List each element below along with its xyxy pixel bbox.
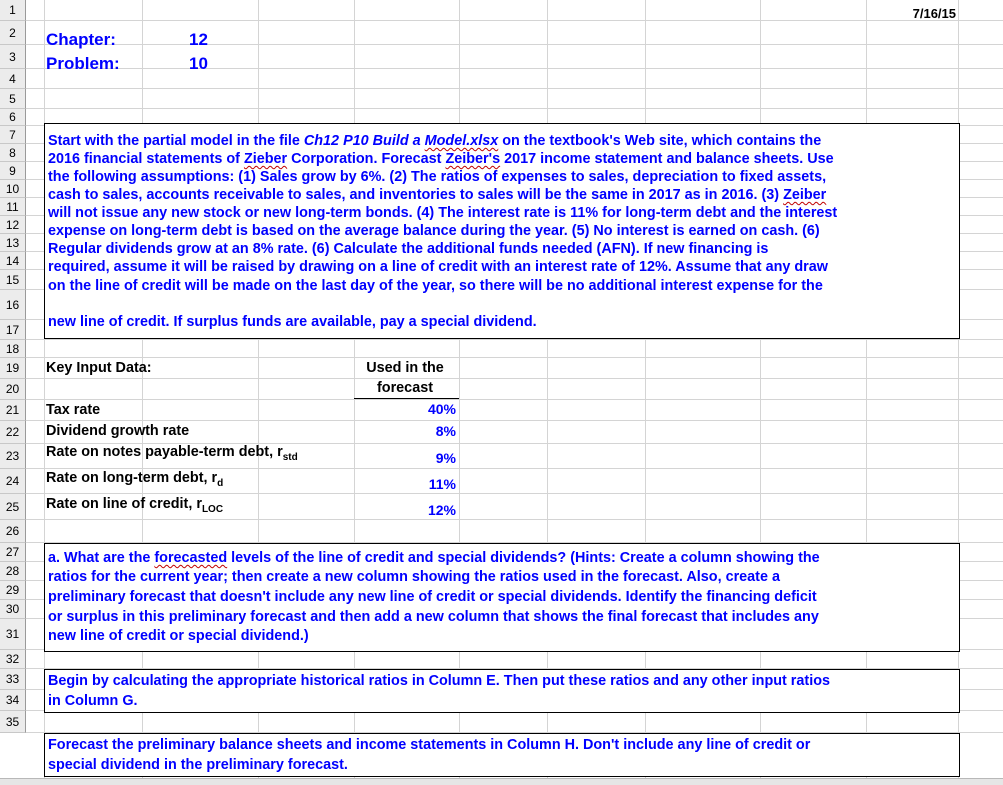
instruction-2-line-2: special dividend in the preliminary forecast.: [48, 757, 348, 773]
input-label-dividend-growth: Dividend growth rate: [46, 423, 190, 439]
row-gridline: [26, 357, 1003, 358]
row-header[interactable]: 8: [0, 144, 26, 162]
row-header[interactable]: 3: [0, 45, 26, 69]
row-header[interactable]: 20: [0, 379, 26, 400]
intro-line-1: Start with the partial model in the file Ch12 P10 Build a Model.xlsx on the textbook's Web site, which contains the: [48, 133, 822, 149]
row-header[interactable]: 32: [0, 650, 26, 669]
intro-line-3: the following assumptions: (1) Sales grow by 6%. (2) The ratios of expenses to sales, depreciation to fixed assets,: [48, 169, 827, 185]
intro-line-2: 2016 financial statements of Zieber Corporation. Forecast Zeiber's 2017 income statement and balance sheets. Use: [48, 151, 834, 167]
row-header[interactable]: 2: [0, 21, 26, 45]
row-header[interactable]: 5: [0, 89, 26, 109]
question-a-line-3: preliminary forecast that doesn't include any new line of credit or special dividends. Identify the financing deficit: [48, 589, 817, 605]
row-header[interactable]: 23: [0, 444, 26, 469]
row-gridline: [26, 420, 1003, 421]
row-header[interactable]: 21: [0, 400, 26, 421]
input-value-loc-rate[interactable]: 12%: [427, 502, 456, 518]
row-header[interactable]: 29: [0, 581, 26, 600]
row-header[interactable]: 19: [0, 358, 26, 379]
forecast-header-1: Used in the: [366, 360, 444, 376]
row-header[interactable]: 35: [0, 711, 26, 733]
intro-line-10: new line of credit. If surplus funds are available, pay a special dividend.: [48, 314, 537, 330]
input-label-loc-rate: Rate on line of credit, $r_{LOC}$: [46, 496, 224, 515]
intro-line-7: Regular dividends grow at an 8% rate. (6) Calculate the additional funds needed (AFN). If new financing is: [48, 241, 769, 257]
input-label-notes-payable-rate: Rate on notes payable-term debt, $r_{std}$: [46, 444, 298, 463]
row-header[interactable]: 7: [0, 126, 26, 144]
question-a-line-5: new line of credit or special dividend.): [48, 628, 309, 644]
column-gridline: [547, 0, 548, 778]
row-gridline: [26, 339, 1003, 340]
row-gridline: [26, 493, 1003, 494]
row-header[interactable]: 26: [0, 520, 26, 543]
row-header[interactable]: 18: [0, 340, 26, 358]
row-header[interactable]: 14: [0, 252, 26, 270]
chapter-label: Chapter:: [46, 30, 116, 49]
row-header[interactable]: 17: [0, 320, 26, 340]
column-gridline: [459, 0, 460, 778]
column-gridline: [258, 0, 259, 778]
row-gridline: [26, 20, 1003, 21]
column-gridline: [958, 0, 959, 778]
column-gridline: [645, 0, 646, 778]
row-gridline: [26, 44, 1003, 45]
row-header[interactable]: 9: [0, 162, 26, 180]
row-header[interactable]: 1: [0, 0, 26, 21]
column-gridline: [142, 0, 143, 778]
problem-value[interactable]: 10: [189, 54, 208, 73]
chapter-value[interactable]: 12: [189, 30, 208, 49]
row-header[interactable]: 15: [0, 270, 26, 290]
row-header[interactable]: 16: [0, 290, 26, 320]
key-input-title: Key Input Data:: [46, 360, 152, 376]
intro-line-8: required, assume it will be raised by drawing on a line of credit with an interest rate of 12%. Assume that any draw: [48, 259, 828, 275]
instruction-1-line-2: in Column G.: [48, 693, 138, 709]
row-gridline: [26, 108, 1003, 109]
row-header[interactable]: 31: [0, 619, 26, 650]
row-header[interactable]: 13: [0, 234, 26, 252]
row-gridline: [26, 88, 1003, 89]
row-header[interactable]: 22: [0, 421, 26, 444]
intro-line-6: expense on long-term debt is based on the average balance during the year. (5) No interest is earned on cash. (6): [48, 223, 820, 239]
input-value-notes-payable-rate[interactable]: 9%: [435, 450, 456, 466]
intro-line-9: on the line of credit will be made on the last day of the year, so there will be no additional interest expense for the: [48, 278, 823, 294]
row-header[interactable]: 11: [0, 198, 26, 216]
input-value-long-term-rate[interactable]: 11%: [428, 476, 456, 492]
row-gridline: [26, 378, 1003, 379]
question-a-line-1: a. What are the forecasted levels of the line of credit and special dividends? (Hints: Create a column showing the: [48, 550, 820, 566]
question-a-line-2: ratios for the current year; then create a new column showing the ratios used in the forecast. Also, create a: [48, 569, 780, 585]
instruction-1-line-1: Begin by calculating the appropriate historical ratios in Column E. Then put these ratios and any other input ratios: [48, 673, 830, 689]
row-header[interactable]: 27: [0, 543, 26, 562]
row-header[interactable]: 28: [0, 562, 26, 581]
row-header[interactable]: 10: [0, 180, 26, 198]
column-gridline: [44, 0, 45, 778]
row-header[interactable]: 34: [0, 690, 26, 711]
row-gridline: [26, 68, 1003, 69]
date-cell[interactable]: 7/16/15: [912, 6, 956, 21]
intro-line-5: will not issue any new stock or new long-term bonds. (4) The interest rate is 11% for long-term debt and the interest: [48, 205, 838, 221]
input-value-tax-rate[interactable]: 40%: [427, 401, 456, 417]
instruction-2-line-1: Forecast the preliminary balance sheets and income statements in Column H. Don't include any line of credit or: [48, 737, 811, 753]
input-label-tax-rate: Tax rate: [46, 402, 101, 418]
forecast-header-underline: [354, 398, 459, 399]
row-gridline: [26, 519, 1003, 520]
input-value-dividend-growth[interactable]: 8%: [435, 423, 456, 439]
problem-label: Problem:: [46, 54, 120, 73]
input-label-long-term-rate: Rate on long-term debt, $r_d$: [46, 470, 224, 489]
question-a-line-4: or surplus in this preliminary forecast and then add a new column that shows the final forecast that includes any: [48, 609, 819, 625]
row-header[interactable]: 33: [0, 669, 26, 690]
forecast-header-2: forecast: [377, 380, 433, 396]
row-header[interactable]: 12: [0, 216, 26, 234]
row-header[interactable]: 24: [0, 469, 26, 494]
column-gridline: [866, 0, 867, 778]
intro-line-4: cash to sales, accounts receivable to sales, and inventories to sales will be the same in 2017 as in 2016. (3) Zeiber: [48, 187, 827, 203]
row-header[interactable]: 25: [0, 494, 26, 520]
row-header[interactable]: 4: [0, 69, 26, 89]
row-gridline: [26, 399, 1003, 400]
row-header[interactable]: 6: [0, 109, 26, 126]
column-gridline: [760, 0, 761, 778]
row-header[interactable]: 30: [0, 600, 26, 619]
